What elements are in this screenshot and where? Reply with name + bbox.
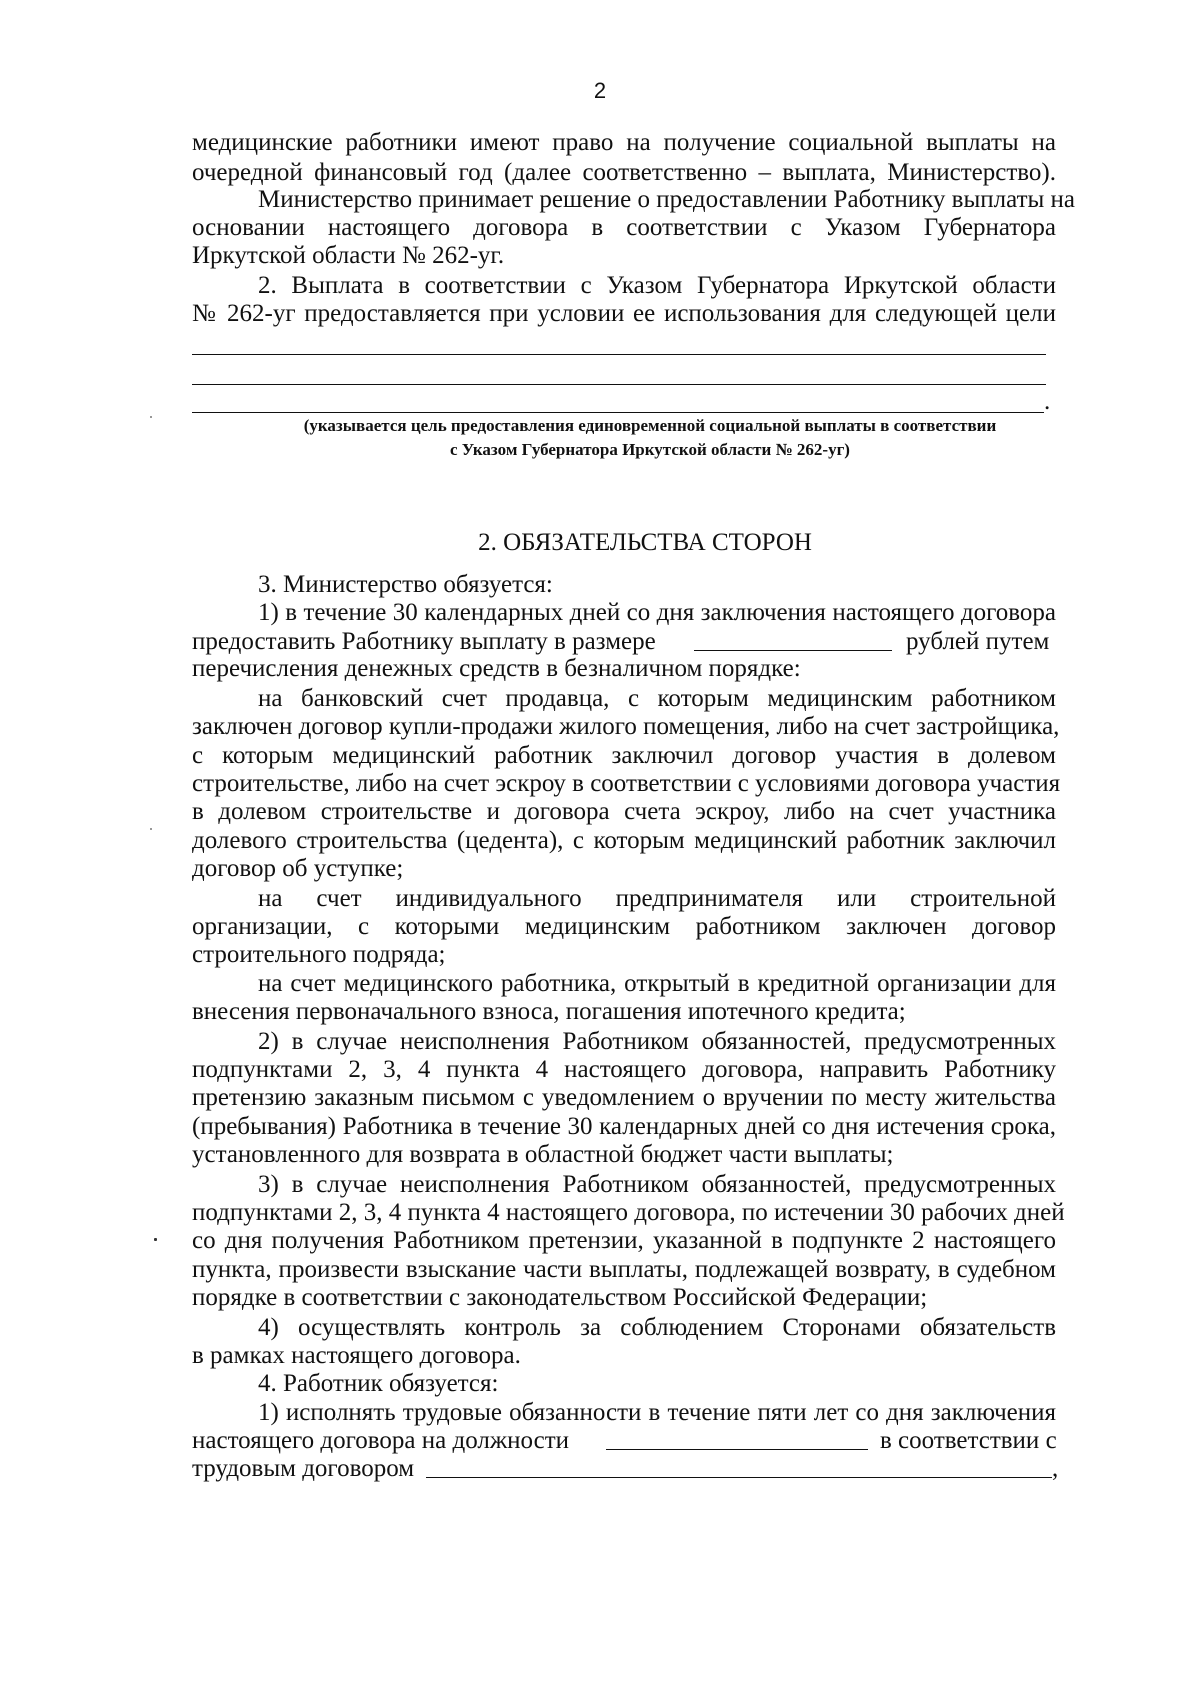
text-line: внесения первоначального взноса, погашения ипотечного кредита;: [192, 998, 906, 1025]
position-blank: [606, 1427, 868, 1450]
text-line: пункта, произвести взыскание части выплаты, подлежащей возврату, в судебном: [192, 1256, 1056, 1283]
text-line: 4. Работник обязуется:: [258, 1370, 499, 1397]
text-line: 4) осуществлять контроль за соблюдением Сторонами обязательств: [258, 1314, 1056, 1341]
text-line: 1) исполнять трудовые обязанности в течение пяти лет со дня заключения: [258, 1399, 1056, 1426]
amount-blank: [694, 628, 892, 651]
fill-line: [192, 384, 1046, 385]
text-line: трудовым договором: [192, 1455, 415, 1482]
text-line: ,: [1052, 1455, 1059, 1482]
text-line: претензию заказным письмом с уведомлением о вручении по месту жительства: [192, 1084, 1056, 1111]
text-line: (пребывания) Работника в течение 30 календарных дней со дня истечения срока,: [192, 1113, 1056, 1140]
text-line: в долевом строительстве и договора счета эскроу, либо на счет участника: [192, 798, 1056, 825]
text-line: строительстве, либо на счет эскроу в соответствии с условиями договора участия: [192, 770, 1061, 797]
text-line: с которым медицинский работник заключил договор участия в долевом: [192, 742, 1056, 769]
text-line: предоставить Работнику выплату в размере: [192, 628, 656, 655]
caption-line: (указывается цель предоставления единовременной социальной выплаты в соответствии: [303, 416, 997, 435]
text-line: на счет медицинского работника, открытый в кредитной организации для: [258, 970, 1056, 997]
text-line: организации, с которыми медицинским работником заключен договор: [192, 913, 1056, 940]
text-line: 2) в случае неисполнения Работником обязанностей, предусмотренных: [258, 1028, 1056, 1055]
text-line: на банковский счет продавца, с которым медицинским работником: [258, 685, 1056, 712]
scan-speck: [154, 1238, 157, 1241]
text-line: рублей путем: [906, 628, 1050, 655]
fill-line: [192, 412, 1044, 413]
text-line: в рамках настоящего договора.: [192, 1342, 521, 1369]
text-line: подпунктами 2, 3, 4 пункта 4 настоящего договора, по истечении 30 рабочих дней: [192, 1199, 1065, 1226]
fill-end-mark: .: [1044, 388, 1051, 415]
text-line: порядке в соответствии с законодательством Российской Федерации;: [192, 1284, 928, 1311]
text-line: установленного для возврата в областной бюджет части выплаты;: [192, 1141, 894, 1168]
text-line: 2. Выплата в соответствии с Указом Губернатора Иркутской области: [258, 272, 1056, 299]
text-line: строительного подряда;: [192, 941, 446, 968]
section-heading: 2. ОБЯЗАТЕЛЬСТВА СТОРОН: [478, 529, 812, 556]
text-line: Министерство принимает решение о предоставлении Работнику выплаты на: [258, 186, 1076, 213]
text-line: 3) в случае неисполнения Работником обязанностей, предусмотренных: [258, 1171, 1056, 1198]
scan-speck: [150, 416, 152, 418]
text-line: со дня получения Работником претензии, указанной в подпункте 2 настоящего: [192, 1227, 1056, 1254]
text-line: Иркутской области № 262-уг.: [192, 242, 505, 269]
text-line: настоящего договора на должности: [192, 1427, 570, 1454]
text-line: очередной финансовый год (далее соответственно – выплата, Министерство).: [192, 159, 1056, 186]
text-line: основании настоящего договора в соответствии с Указом Губернатора: [192, 214, 1056, 241]
caption-line: с Указом Губернатора Иркутской области № 262-уг): [450, 440, 850, 459]
text-line: долевого строительства (цедента), с которым медицинский работник заключил: [192, 827, 1056, 854]
fill-line: [192, 354, 1046, 355]
scan-speck: [150, 828, 152, 830]
text-line: медицинские работники имеют право на получение социальной выплаты на: [192, 129, 1056, 156]
text-line: заключен договор купли-продажи жилого помещения, либо на счет застройщика,: [192, 713, 1060, 740]
text-line: 3. Министерство обязуется:: [258, 571, 553, 598]
text-line: № 262-уг предоставляется при условии ее использования для следующей цели: [192, 300, 1056, 327]
text-line: перечисления денежных средств в безналичном порядке:: [192, 655, 801, 682]
text-line: 1) в течение 30 календарных дней со дня заключения настоящего договора: [258, 599, 1056, 626]
text-line: в соответствии с: [880, 1427, 1057, 1454]
text-line: на счет индивидуального предпринимателя или строительной: [258, 885, 1056, 912]
contract-blank: [426, 1455, 1052, 1478]
page-number: 2: [593, 78, 607, 103]
text-line: договор об уступке;: [192, 855, 404, 882]
text-line: подпунктами 2, 3, 4 пункта 4 настоящего договора, направить Работнику: [192, 1056, 1056, 1083]
